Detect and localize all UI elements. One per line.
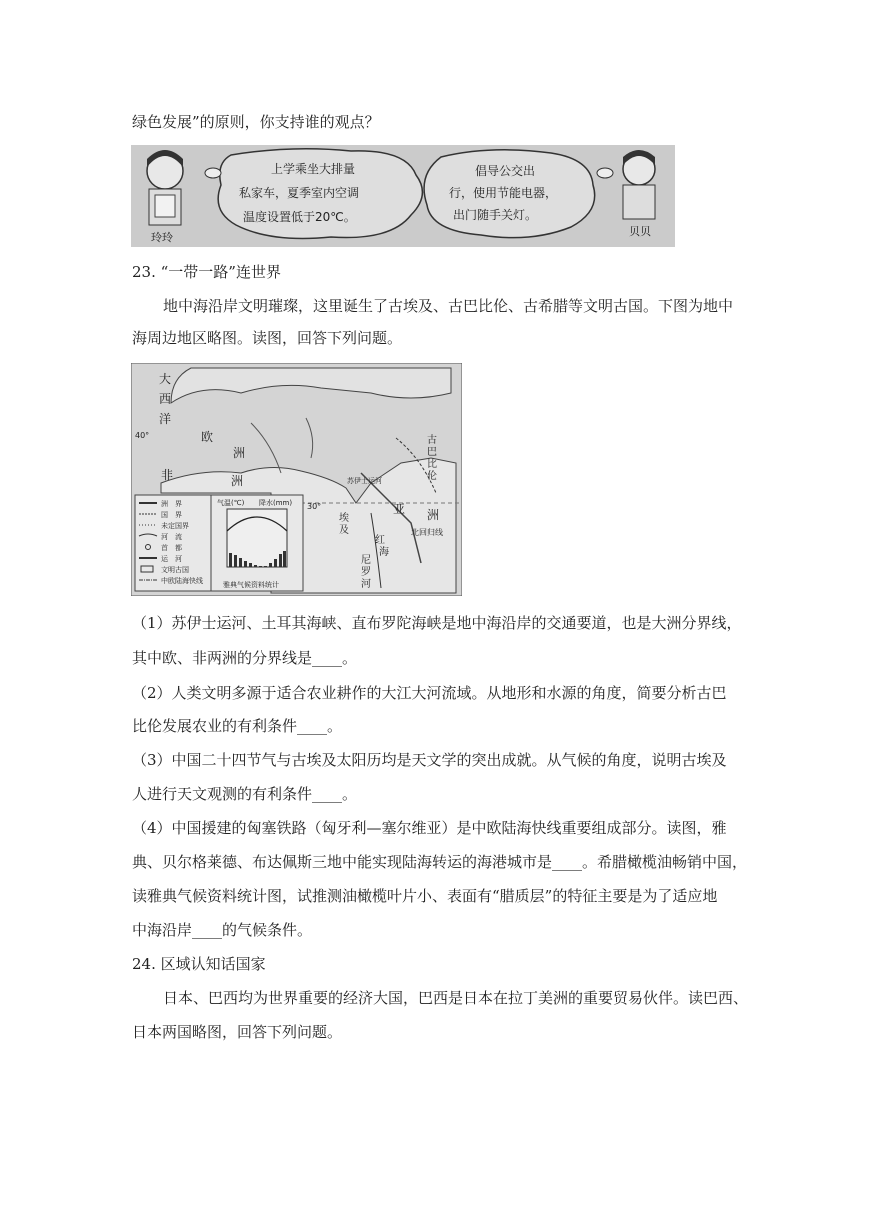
map-label-ni: 尼	[361, 555, 371, 566]
map-label-bi: 比	[427, 459, 437, 470]
legend-item: 洲 界	[161, 500, 182, 508]
q24-para-line-2: 日本两国略图，回答下列问题。	[132, 1023, 343, 1041]
q24-para-line-1: 日本、巴西均为世界重要的经济大国，巴西是日本在拉丁美洲的重要贸易伙伴。读巴西、	[163, 989, 749, 1007]
legend-item: 首 都	[161, 544, 182, 552]
right-speech-line-3: 出门随手关灯。	[453, 208, 538, 222]
map-label-ya: 亚	[393, 502, 406, 516]
legend-item: 运 河	[161, 555, 182, 563]
map-label-ai: 埃	[339, 513, 349, 524]
q23-sub-line-3: （2）人类文明多源于适合农业耕作的大江大河流域。从地形和水源的角度，简要分析古巴	[132, 684, 727, 702]
map-label-40: 40°	[135, 431, 150, 440]
q23-sub-line-8: 典、贝尔格莱德、布达佩斯三地中能实现陆海转运的海港城市是____。希腊橄榄油畅销中国，	[132, 853, 748, 871]
intro-text: 绿色发展”的原则，你支持谁的观点？	[132, 113, 380, 131]
left-speech-line-1: 上学乘坐大排量	[271, 162, 356, 176]
map-label-zhou-as: 洲	[427, 508, 440, 522]
legend-item: 河 流	[161, 533, 182, 541]
right-speech-line-2: 行，使用节能电器，	[449, 186, 558, 200]
legend-item: 文明古国	[161, 566, 189, 574]
q23-para-line-2: 海周边地区略图。读图，回答下列问题。	[132, 329, 403, 347]
mediterranean-map	[131, 363, 462, 596]
legend-item: 未定国界	[161, 522, 189, 530]
map-label-lun: 伦	[427, 471, 437, 482]
q23-sub-line-4: 比伦发展农业的有利条件____。	[132, 717, 343, 735]
q23-sub-line-1: （1）苏伊士运河、土耳其海峡、直布罗陀海峡是地中海沿岸的交通要道，也是大洲分界线，	[132, 614, 742, 632]
map-label-gu: 古	[427, 435, 437, 446]
q23-para-line-1: 地中海沿岸文明璀璨，这里诞生了古埃及、古巴比伦、古希腊等文明古国。下图为地中	[163, 297, 734, 315]
left-name: 玲玲	[151, 231, 173, 244]
map-label-hong: 红	[375, 535, 385, 546]
map-label-30: 30°	[307, 502, 322, 511]
map-label-ou: 欧	[201, 430, 214, 444]
map-label-zhou-eu: 洲	[233, 446, 246, 460]
q23-heading: 23. “一带一路”连世界	[132, 263, 281, 281]
map-label-ji: 及	[339, 525, 349, 536]
boy-illustration	[623, 150, 655, 219]
map-label-he: 河	[361, 579, 371, 590]
legend-item: 国 界	[161, 511, 182, 519]
right-name: 贝贝	[629, 225, 651, 238]
q23-sub-line-2: 其中欧、非两洲的分界线是____。	[132, 649, 358, 667]
legend-item: 中欧陆海快线	[161, 577, 203, 585]
map-label-tropic: 北回归线	[411, 528, 443, 537]
map-label-luo: 罗	[361, 567, 371, 578]
map-label-hai: 海	[379, 547, 389, 558]
q23-sub-line-5: （3）中国二十四节气与古埃及太阳历均是天文学的突出成就。从气候的角度，说明古埃及	[132, 751, 727, 769]
q24-heading: 24. 区域认知话国家	[132, 955, 266, 973]
map-label-xi: 西	[159, 392, 172, 406]
chart-caption: 雅典气候资料统计	[223, 581, 279, 589]
map-label-yang: 洋	[159, 412, 172, 426]
q23-sub-line-9: 读雅典气候资料统计图，试推测油橄榄叶片小、表面有“腊质层”的特征主要是为了适应地	[132, 887, 718, 905]
map-label-suez: 苏伊士运河	[347, 477, 382, 485]
map-label-da: 大	[159, 372, 172, 386]
cartoon-figure	[131, 145, 675, 247]
left-speech-line-2: 私家车，夏季室内空调	[239, 186, 360, 200]
map-label-fei: 非	[161, 468, 174, 482]
right-speech-line-1: 倡导公交出	[475, 164, 536, 178]
q23-sub-line-6: 人进行天文观测的有利条件____。	[132, 785, 358, 803]
chart-title-temp: 气温(℃)	[217, 499, 245, 507]
left-speech-line-3: 温度设置低于20℃。	[243, 210, 356, 224]
map-label-zhou-af: 洲	[231, 474, 244, 488]
chart-title-precip: 降水(mm)	[259, 499, 293, 507]
map-label-ba: 巴	[427, 447, 437, 458]
q23-sub-line-10: 中海沿岸____的气候条件。	[132, 921, 313, 939]
q23-sub-line-7: （4）中国援建的匈塞铁路（匈牙利—塞尔维亚）是中欧陆海快线重要组成部分。读图，雅	[132, 819, 727, 837]
